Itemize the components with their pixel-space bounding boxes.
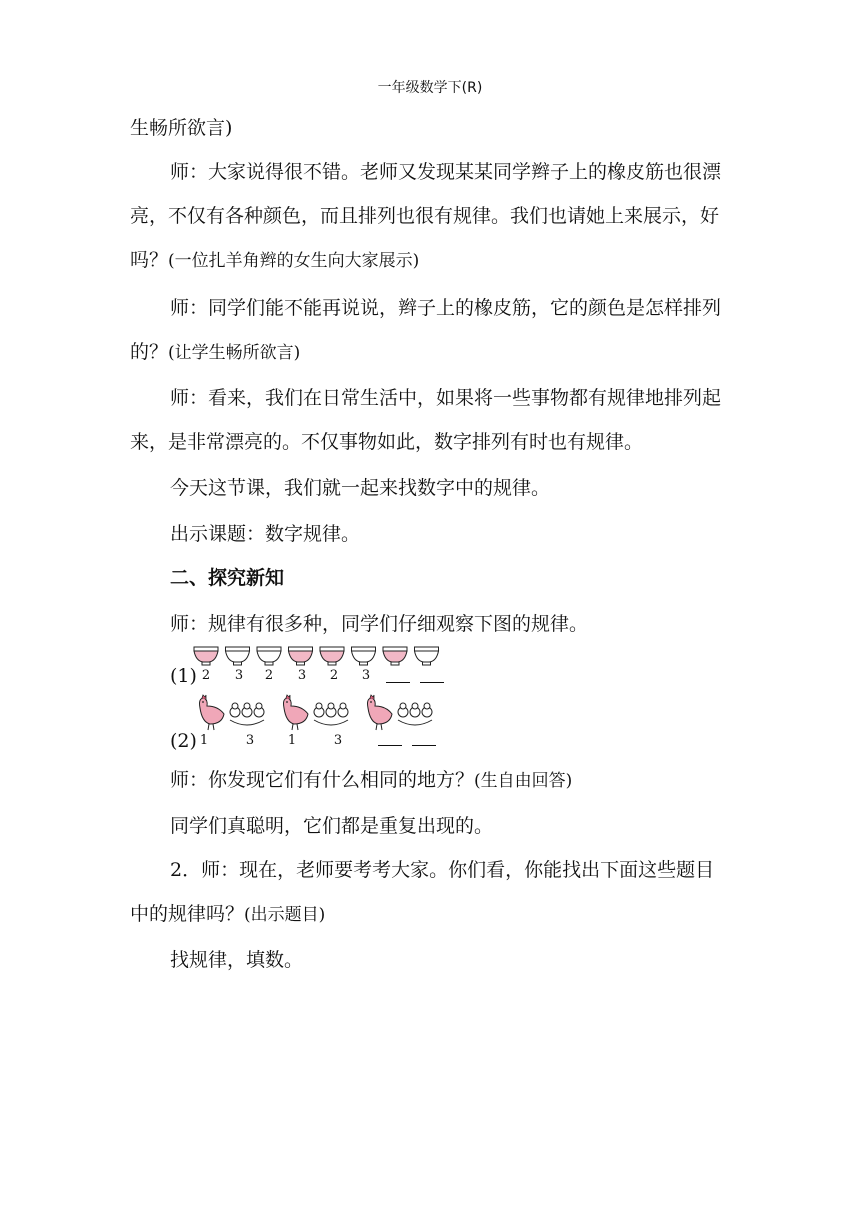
row-label: (2) xyxy=(170,730,197,752)
bowl-icon xyxy=(320,647,344,665)
paragraph: 师：规律有很多种，同学们仔细观察下图的规律。 xyxy=(170,613,589,635)
section-heading: 二、探究新知 xyxy=(170,567,285,589)
sequence-number: 2 xyxy=(329,668,339,683)
paragraph: 师：看来，我们在日常生活中，如果将一些事物都有规律地排列起来，是非常漂亮的。不仅事物如此，数字排列有时也有规律。 xyxy=(130,387,722,453)
chicks-icon xyxy=(230,703,264,725)
answer-blank[interactable] xyxy=(386,682,410,683)
answer-blank[interactable] xyxy=(378,745,402,746)
paragraph: 师：大家说得很不错。老师又发现某某同学辫子上的橡皮筋也很漂亮，不仅有各种颜色，而且排列也很有规律。我们也请她上来展示，好吗？(一位扎羊角辫的女生向大家展示) xyxy=(130,161,722,271)
bowl-icon xyxy=(257,647,281,665)
sequence-number: 1 xyxy=(199,733,209,748)
bowl-icon xyxy=(194,647,218,665)
paragraph: 同学们真聪明，它们都是重复出现的。 xyxy=(170,815,494,837)
aside-note: (一位扎羊角辫的女生向大家展示) xyxy=(168,251,420,271)
paragraph: 今天这节课，我们就一起来找数字中的规律。 xyxy=(170,477,551,499)
sequence-number: 2 xyxy=(201,668,211,683)
bowl-icon xyxy=(383,647,407,665)
bowl-icon xyxy=(289,647,313,665)
bowl-icon xyxy=(415,647,439,665)
chicks-icon xyxy=(314,703,348,725)
sequence-number: 3 xyxy=(297,668,307,683)
hen-icon xyxy=(284,695,309,730)
sequence-number: 3 xyxy=(361,668,371,683)
paragraph: 师：同学们能不能再说说，辫子上的橡皮筋，它的颜色是怎样排列的？(让学生畅所欲言) xyxy=(130,297,722,363)
bowl-icon xyxy=(352,647,376,665)
sequence-number: 3 xyxy=(333,733,343,748)
sequence-number: 1 xyxy=(287,733,297,748)
sequence-number: 3 xyxy=(245,733,255,748)
hen-icon xyxy=(368,695,393,730)
aside-note: (出示题目) xyxy=(244,905,326,925)
paragraph: 师：你发现它们有什么相同的地方？(生自由回答) xyxy=(170,769,573,791)
page-header: 一年级数学下(R) xyxy=(377,80,483,96)
paragraph: 2．师：现在，老师要考考大家。你们看，你能找出下面这些题目中的规律吗？(出示题目) xyxy=(130,859,715,925)
bowl-icon xyxy=(226,647,250,665)
aside-note: (生自由回答) xyxy=(474,771,573,791)
answer-blank[interactable] xyxy=(420,682,444,683)
paragraph: 出示课题：数字规律。 xyxy=(170,523,361,545)
aside-note: (让学生畅所欲言) xyxy=(168,343,301,363)
paragraph: 找规律，填数。 xyxy=(170,949,304,971)
hen-icon xyxy=(200,695,225,730)
chicks-icon xyxy=(398,703,432,725)
bowls-icon xyxy=(190,645,450,667)
sequence-number: 2 xyxy=(264,668,274,683)
paragraph: 生畅所欲言) xyxy=(130,117,233,139)
hen-chicks-icon xyxy=(190,694,450,734)
answer-blank[interactable] xyxy=(412,745,436,746)
sequence-number: 3 xyxy=(234,668,244,683)
row-label: (1) xyxy=(170,665,197,687)
